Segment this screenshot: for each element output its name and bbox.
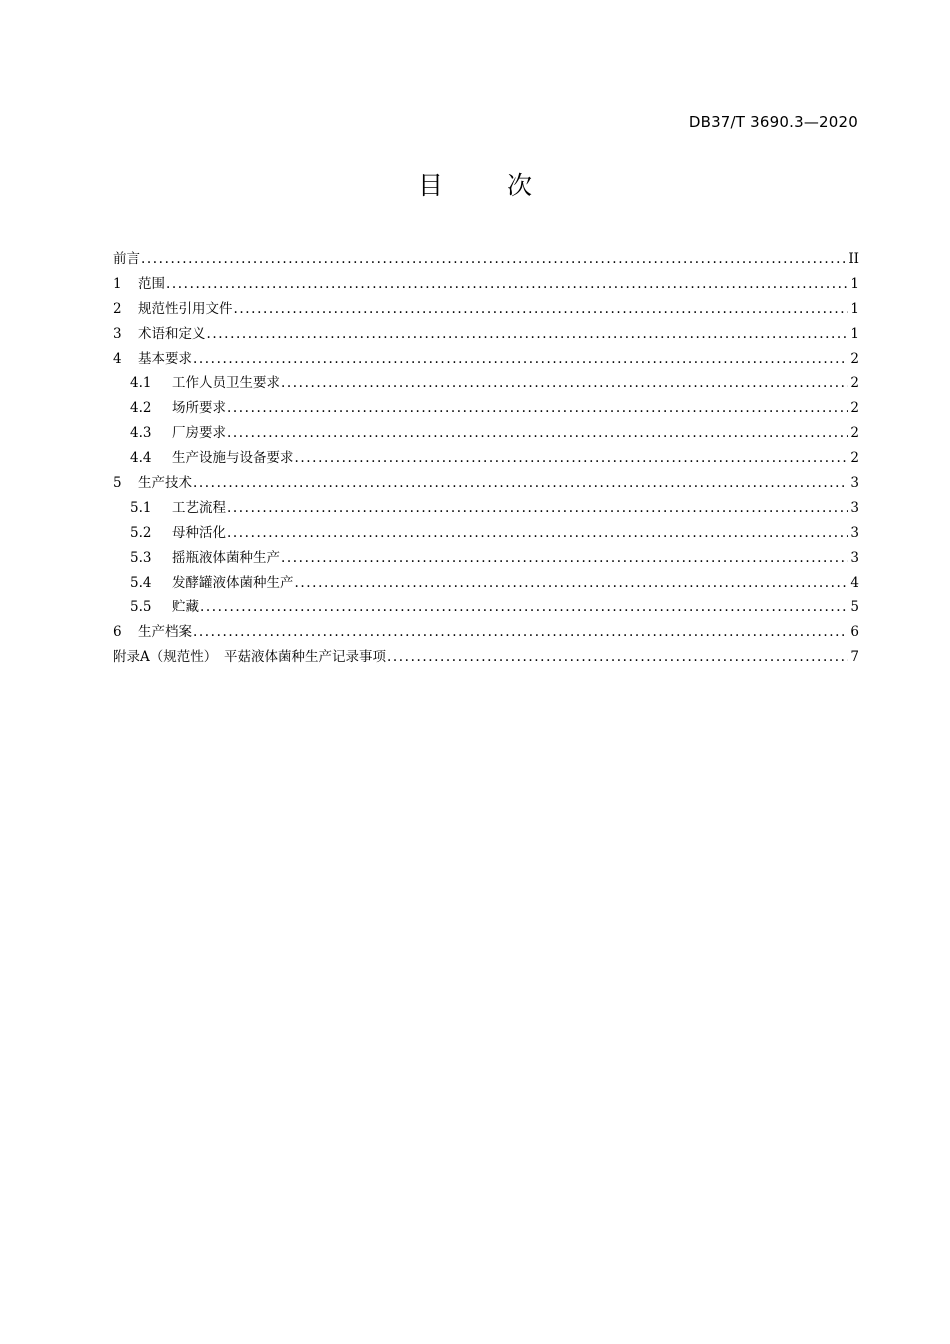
toc-entry-label: 术语和定义	[138, 325, 206, 342]
toc-leader-dots	[193, 471, 848, 496]
toc-entry-number: 5.4	[130, 574, 152, 591]
toc-entry-label: 生产设施与设备要求	[172, 450, 294, 467]
toc-entry-number: 5.2	[130, 524, 152, 541]
toc-entry-label: 附录A（规范性） 平菇液体菌种生产记录事项	[113, 649, 386, 666]
toc-entry-page: 3	[850, 475, 859, 492]
toc-entry-number: 4	[113, 350, 122, 367]
toc-entry-appendix-a[interactable]	[113, 645, 859, 670]
toc-entry-page: II	[848, 251, 859, 267]
toc-entry-page: 3	[850, 524, 859, 541]
toc-entry-5-3[interactable]	[113, 546, 859, 571]
toc-entry-label: 贮藏	[172, 599, 199, 616]
toc-entry-number: 4.2	[130, 400, 152, 417]
toc-entry-number: 5.1	[130, 499, 152, 516]
toc-entry-6[interactable]	[113, 620, 859, 645]
toc-entry-label: 发酵罐液体菌种生产	[172, 574, 294, 591]
toc-leader-dots	[200, 595, 848, 620]
toc-entry-foreword[interactable]	[113, 247, 859, 272]
toc-leader-dots	[227, 496, 848, 521]
toc-title: 目 次	[418, 171, 560, 200]
toc-entry-label: 生产档案	[138, 624, 192, 641]
toc-entry-number: 4.4	[130, 450, 152, 467]
toc-entry-4-3[interactable]	[113, 421, 859, 446]
toc-leader-dots	[234, 297, 849, 322]
toc-entry-label: 生产技术	[138, 475, 192, 492]
toc-entry-page: 3	[850, 499, 859, 516]
toc-entry-5-1[interactable]	[113, 496, 859, 521]
toc-entry-page: 2	[850, 450, 859, 467]
toc-leader-dots	[295, 571, 849, 596]
toc-entry-page: 7	[850, 649, 859, 666]
toc-leader-dots	[227, 396, 848, 421]
toc-entry-4-2[interactable]	[113, 396, 859, 421]
toc-leader-dots	[227, 421, 848, 446]
toc-entry-number: 1	[113, 275, 122, 292]
toc-entry-label: 母种活化	[172, 524, 226, 541]
toc-leader-dots	[166, 272, 848, 297]
toc-entry-label: 场所要求	[172, 400, 226, 417]
toc-entry-number: 6	[113, 624, 122, 641]
toc-entry-page: 1	[850, 300, 859, 317]
toc-leader-dots	[207, 322, 849, 347]
toc-entry-4-1[interactable]	[113, 371, 859, 396]
toc-entry-page: 2	[850, 425, 859, 442]
toc-entry-label: 摇瓶液体菌种生产	[172, 549, 280, 566]
toc-entry-label: 工艺流程	[172, 499, 226, 516]
toc-entry-number: 5.3	[130, 549, 152, 566]
toc-entry-page: 6	[850, 624, 859, 641]
toc-entry-3[interactable]	[113, 322, 859, 347]
toc-entry-label: 规范性引用文件	[138, 300, 233, 317]
toc-entry-label: 厂房要求	[172, 425, 226, 442]
toc-entry-page: 4	[850, 574, 859, 591]
toc-entry-label: 工作人员卫生要求	[172, 375, 280, 392]
toc-entry-page: 2	[850, 350, 859, 367]
toc-entry-5-4[interactable]	[113, 571, 859, 596]
toc-entry-4-4[interactable]	[113, 446, 859, 471]
toc-leader-dots	[387, 645, 848, 670]
toc-leader-dots	[193, 620, 848, 645]
toc-entry-number: 5.5	[130, 599, 152, 616]
document-code: DB37/T 3690.3—2020	[688, 113, 858, 131]
toc-entry-number: 2	[113, 300, 122, 317]
toc-leader-dots	[193, 347, 848, 372]
toc-entry-number: 5	[113, 475, 122, 492]
toc-entry-5-5[interactable]	[113, 595, 859, 620]
toc-entry-page: 2	[850, 375, 859, 392]
toc-entry-label: 基本要求	[138, 350, 192, 367]
toc-entry-page: 1	[850, 275, 859, 292]
toc-leader-dots	[295, 446, 849, 471]
toc-entry-page: 2	[850, 400, 859, 417]
toc-leader-dots	[227, 521, 848, 546]
toc-entry-2[interactable]	[113, 297, 859, 322]
table-of-contents	[113, 247, 859, 670]
toc-entry-number: 4.3	[130, 425, 152, 442]
toc-entry-page: 1	[850, 325, 859, 342]
toc-entry-page: 3	[850, 549, 859, 566]
toc-entry-4[interactable]	[113, 347, 859, 372]
toc-leader-dots	[281, 546, 848, 571]
toc-entry-number: 4.1	[130, 375, 152, 392]
toc-leader-dots	[141, 247, 846, 272]
toc-entry-label: 前言	[113, 251, 140, 267]
toc-leader-dots	[281, 371, 848, 396]
toc-entry-1[interactable]	[113, 272, 859, 297]
toc-entry-label: 范围	[138, 275, 165, 292]
toc-entry-5-2[interactable]	[113, 521, 859, 546]
toc-entry-5[interactable]	[113, 471, 859, 496]
toc-entry-number: 3	[113, 325, 122, 342]
toc-entry-page: 5	[850, 599, 859, 616]
